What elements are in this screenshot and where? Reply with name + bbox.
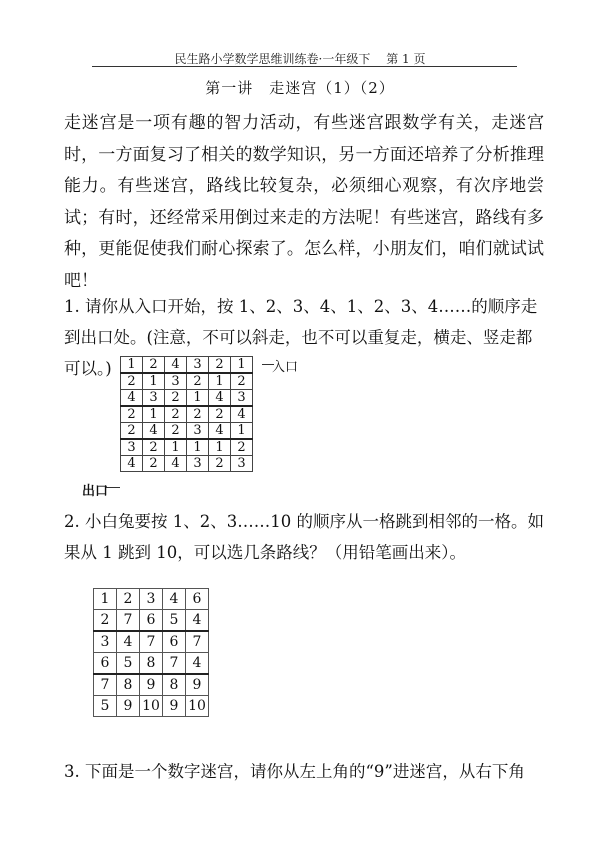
- grid-cell: 1: [94, 589, 117, 610]
- maze-cell: 1: [231, 423, 253, 440]
- maze-row: [121, 390, 253, 407]
- maze-cell: 3: [231, 456, 253, 472]
- maze-cell: 4: [121, 390, 143, 407]
- exit-arrow: [106, 487, 120, 488]
- grid-cell: 4: [117, 631, 140, 653]
- maze-cell: 2: [143, 456, 165, 472]
- grid-cell: 7: [117, 610, 140, 632]
- question-1-text: 1. 请你从入口开始，按 1、2、3、4、1、2、3、4……的顺序走到出口处。(注意，不可以斜走，也不可以重复走，横走、竖走都可以。): [64, 297, 538, 378]
- maze-row: [121, 423, 253, 440]
- number-grid-2: [93, 588, 209, 717]
- grid-row: [94, 631, 209, 653]
- maze-cell: 1: [165, 439, 187, 456]
- maze-cell: 2: [165, 406, 187, 423]
- grid-cell: 6: [94, 653, 117, 675]
- maze-cell: 4: [231, 406, 253, 423]
- grid-cell: 7: [163, 653, 186, 675]
- grid-cell: 8: [140, 653, 163, 675]
- maze-cell: 1: [231, 357, 253, 374]
- maze-cell: 4: [121, 456, 143, 472]
- grid-cell: 7: [94, 674, 117, 696]
- grid-cell: 7: [186, 631, 209, 653]
- maze-cell: 3: [231, 390, 253, 407]
- grid-cell: 6: [163, 631, 186, 653]
- question-3-text: 3. 下面是一个数字迷宫，请你从左上角的“9”进迷宫，从右下角: [64, 762, 525, 781]
- grid-cell: 5: [117, 653, 140, 675]
- maze-cell: 4: [209, 423, 231, 440]
- grid-cell: 4: [186, 653, 209, 675]
- maze-cell: 3: [121, 439, 143, 456]
- maze-cell: 2: [209, 357, 231, 374]
- maze-cell: 2: [121, 423, 143, 440]
- grid-cell: 8: [163, 674, 186, 696]
- maze-row: [121, 456, 253, 472]
- grid-row: [94, 674, 209, 696]
- grid-cell: 7: [140, 631, 163, 653]
- grid-cell: 5: [94, 696, 117, 717]
- maze-cell: 2: [143, 357, 165, 374]
- maze-cell: 1: [209, 373, 231, 390]
- maze-grid-1: [120, 356, 253, 472]
- maze-cell: 2: [231, 439, 253, 456]
- grid-cell: 4: [186, 610, 209, 632]
- maze-cell: 4: [143, 423, 165, 440]
- header-source: 民生路小学数学思维训练卷·一年级下: [174, 52, 371, 66]
- maze-cell: 2: [187, 373, 209, 390]
- grid-cell: 9: [140, 674, 163, 696]
- grid-cell: 10: [186, 696, 209, 717]
- maze-row: [121, 357, 253, 374]
- lesson-title: 第一讲 走迷宫（1）（2）: [205, 79, 395, 97]
- maze-cell: 1: [187, 439, 209, 456]
- maze-cell: 3: [165, 373, 187, 390]
- maze-cell: 1: [187, 390, 209, 407]
- grid-cell: 2: [94, 610, 117, 632]
- grid-row: [94, 696, 209, 717]
- maze-cell: 2: [165, 423, 187, 440]
- maze-cell: 1: [143, 373, 165, 390]
- grid-row: [94, 653, 209, 675]
- grid-cell: 4: [163, 589, 186, 610]
- exit-label: 出口: [82, 484, 109, 499]
- grid-row: [94, 610, 209, 632]
- maze-cell: 2: [121, 406, 143, 423]
- maze-cell: 4: [209, 390, 231, 407]
- grid-cell: 8: [117, 674, 140, 696]
- maze-cell: 2: [231, 373, 253, 390]
- grid-cell: 6: [186, 589, 209, 610]
- maze-cell: 2: [143, 439, 165, 456]
- maze-cell: 4: [165, 456, 187, 472]
- maze-cell: 2: [209, 456, 231, 472]
- maze-cell: 2: [209, 406, 231, 423]
- grid-cell: 9: [163, 696, 186, 717]
- maze-cell: 3: [143, 390, 165, 407]
- header-page: 第 1 页: [386, 52, 426, 66]
- maze-cell: 1: [143, 406, 165, 423]
- maze-cell: 2: [187, 406, 209, 423]
- maze-cell: 3: [187, 423, 209, 440]
- page-header: [0, 50, 600, 67]
- grid-cell: 10: [140, 696, 163, 717]
- maze-cell: 3: [187, 357, 209, 374]
- grid-cell: 5: [163, 610, 186, 632]
- maze-cell: 3: [187, 456, 209, 472]
- maze-cell: 4: [165, 357, 187, 374]
- grid-cell: 6: [140, 610, 163, 632]
- maze-row: [121, 373, 253, 390]
- maze-cell: 1: [209, 439, 231, 456]
- grid-cell: 9: [117, 696, 140, 717]
- grid-cell: 9: [186, 674, 209, 696]
- maze-cell: 2: [165, 390, 187, 407]
- entrance-label: 入口: [272, 360, 299, 375]
- grid-cell: 3: [140, 589, 163, 610]
- grid-cell: 3: [94, 631, 117, 653]
- grid-row: [94, 589, 209, 610]
- maze-cell: 2: [121, 373, 143, 390]
- header-divider: [92, 66, 517, 67]
- maze-cell: 1: [121, 357, 143, 374]
- maze-row: [121, 439, 253, 456]
- maze-row: [121, 406, 253, 423]
- grid-cell: 2: [117, 589, 140, 610]
- intro-paragraph: 走迷宫是一项有趣的智力活动，有些迷宫跟数学有关，走迷宫时，一方面复习了相关的数学知识，另一方面还培养了分析推理能力。有些迷宫，路线比较复杂，必须细心观察，有次序地尝试；有时，还经常采用倒过来走的方法呢！有些迷宫，路线有多种，更能促使我们耐心探索了。怎么样，小朋友们，咱们就试试吧！: [64, 113, 544, 291]
- question-2-text: 2. 小白兔要按 1、2、3……10 的顺序从一格跳到相邻的一格。如果从 1 跳到 10，可以选几条路线？（用铅笔画出来）。: [64, 512, 544, 562]
